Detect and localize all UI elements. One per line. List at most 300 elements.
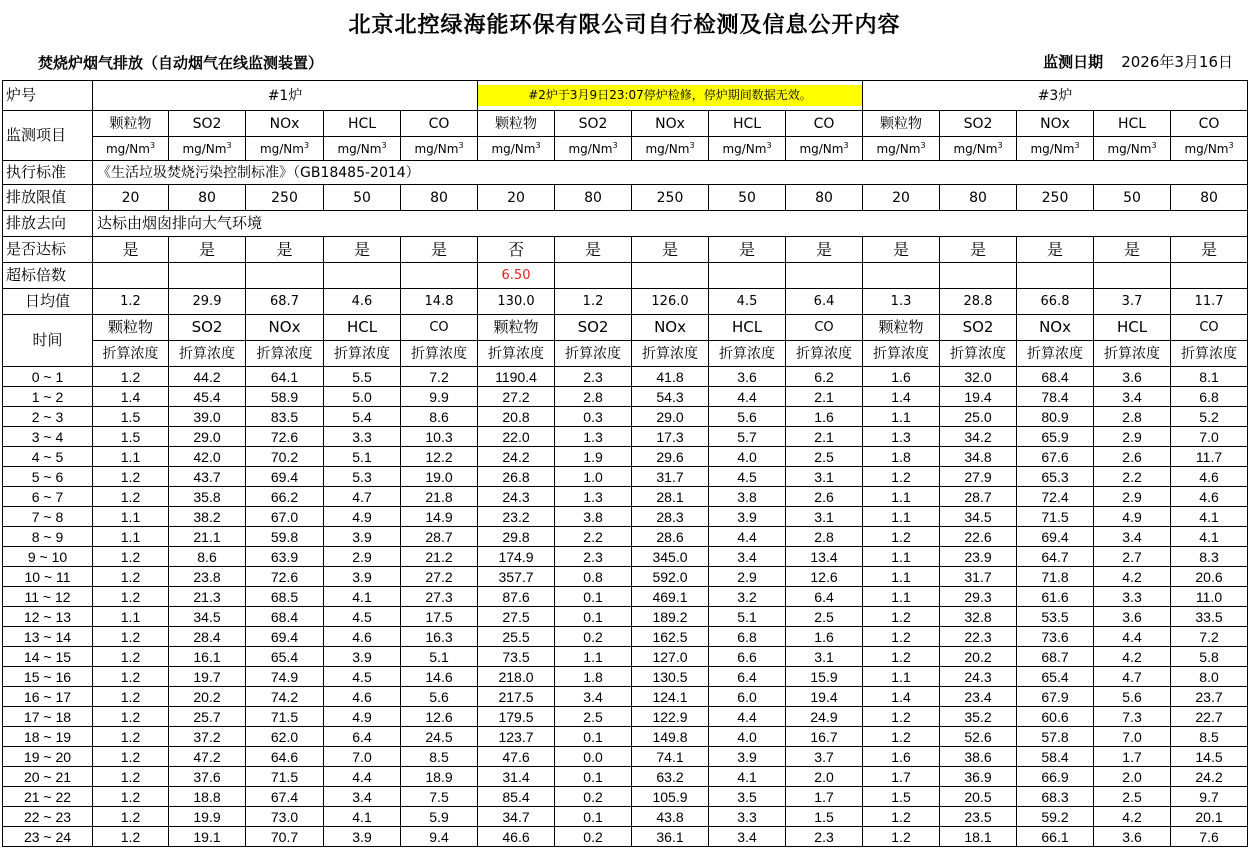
emission-table — [2, 80, 1248, 847]
concentration-value: 16.1 — [169, 647, 246, 667]
concentration-value: 1.1 — [863, 547, 940, 567]
concentration-value: 23.2 — [478, 507, 555, 527]
concentration-value: 73.6 — [1017, 627, 1094, 647]
concentration-value: 4.9 — [324, 707, 401, 727]
concentration-value: 2.3 — [786, 827, 863, 847]
compliance-value: 是 — [786, 237, 863, 263]
concentration-value: 22.7 — [1171, 707, 1248, 727]
concentration-value: 21.3 — [169, 587, 246, 607]
concentration-value: 3.3 — [1094, 587, 1171, 607]
concentration-value: 4.5 — [324, 607, 401, 627]
concentration-value: 1.2 — [863, 727, 940, 747]
compliance-value: 是 — [324, 237, 401, 263]
compliant-label: 是否达标 — [3, 237, 93, 263]
unit-cell — [246, 137, 324, 161]
concentration-value: 14.5 — [1171, 747, 1248, 767]
concentration-value: 72.6 — [246, 427, 324, 447]
concentration-value: 4.4 — [709, 387, 786, 407]
concentration-value: 4.4 — [1094, 627, 1171, 647]
table-row — [3, 367, 1248, 387]
concentration-value: 6.4 — [786, 587, 863, 607]
unit-text: mg/Nm — [568, 142, 613, 156]
concentration-value: 1.2 — [93, 787, 169, 807]
concentration-value: 18.9 — [401, 767, 478, 787]
concentration-value: 2.1 — [786, 427, 863, 447]
limit-value: 50 — [1094, 185, 1171, 211]
concentration-value: 5.8 — [1171, 647, 1248, 667]
unit-text: mg/Nm — [105, 142, 150, 156]
concentration-value: 3.3 — [324, 427, 401, 447]
concentration-value: 8.5 — [401, 747, 478, 767]
concentration-value: 2.3 — [555, 367, 632, 387]
concentration-value: 74.2 — [246, 687, 324, 707]
concentration-value: 27.9 — [940, 467, 1017, 487]
concentration-value: 357.7 — [478, 567, 555, 587]
concentration-value: 4.5 — [709, 467, 786, 487]
compliance-value: 是 — [1094, 237, 1171, 263]
daily-avg-value: 1.3 — [863, 289, 940, 315]
concentration-value: 67.6 — [1017, 447, 1094, 467]
concentration-value: 13.4 — [786, 547, 863, 567]
concentration-value: 37.6 — [169, 767, 246, 787]
concentration-value: 21.8 — [401, 487, 478, 507]
hour-cell: 10 ~ 11 — [3, 567, 93, 587]
concentration-value: 4.2 — [1094, 647, 1171, 667]
concentration-label: 折算浓度 — [401, 341, 478, 367]
exceed-label: 超标倍数 — [3, 263, 93, 289]
unit-cell — [1094, 137, 1171, 161]
concentration-value: 5.1 — [709, 607, 786, 627]
concentration-value: 3.4 — [324, 787, 401, 807]
unit-superscript: 3 — [535, 141, 541, 150]
concentration-value: 80.9 — [1017, 407, 1094, 427]
concentration-value: 5.6 — [401, 687, 478, 707]
daily-avg-value: 1.2 — [93, 289, 169, 315]
unit-superscript: 3 — [843, 141, 849, 150]
concentration-value: 1.2 — [93, 747, 169, 767]
exceed-value — [93, 263, 169, 289]
concentration-value: 27.2 — [478, 387, 555, 407]
table-row — [3, 447, 1248, 467]
concentration-value: 1.2 — [93, 547, 169, 567]
concentration-value: 0.1 — [555, 587, 632, 607]
concentration-value: 149.8 — [632, 727, 709, 747]
concentration-value: 1.1 — [555, 647, 632, 667]
concentration-value: 69.4 — [1017, 527, 1094, 547]
exceed-value — [324, 263, 401, 289]
hour-cell: 9 ~ 10 — [3, 547, 93, 567]
pollutant-header-2: SO2 — [940, 315, 1017, 341]
concentration-value: 0.1 — [555, 727, 632, 747]
concentration-value: 28.4 — [169, 627, 246, 647]
concentration-value: 0.8 — [555, 567, 632, 587]
concentration-value: 34.5 — [169, 607, 246, 627]
concentration-value: 1.6 — [786, 627, 863, 647]
concentration-value: 64.1 — [246, 367, 324, 387]
concentration-value: 43.8 — [632, 807, 709, 827]
unit-superscript: 3 — [458, 141, 464, 150]
concentration-label: 折算浓度 — [246, 341, 324, 367]
concentration-value: 6.6 — [709, 647, 786, 667]
unit-superscript: 3 — [149, 141, 156, 150]
concentration-value: 69.4 — [246, 467, 324, 487]
concentration-value: 23.7 — [1171, 687, 1248, 707]
unit-cell — [478, 137, 555, 161]
pollutant-header-2: CO — [1171, 315, 1248, 341]
hour-cell: 15 ~ 16 — [3, 667, 93, 687]
concentration-value: 1.2 — [93, 467, 169, 487]
concentration-value: 1.3 — [863, 427, 940, 447]
concentration-label: 折算浓度 — [478, 341, 555, 367]
concentration-value: 5.6 — [1094, 687, 1171, 707]
concentration-value: 1.7 — [786, 787, 863, 807]
concentration-value: 4.0 — [709, 447, 786, 467]
concentration-value: 70.2 — [246, 447, 324, 467]
concentration-value: 6.2 — [786, 367, 863, 387]
exceed-value — [401, 263, 478, 289]
daily-avg-value: 14.8 — [401, 289, 478, 315]
hour-cell: 3 ~ 4 — [3, 427, 93, 447]
concentration-value: 71.5 — [246, 767, 324, 787]
limit-value: 250 — [1017, 185, 1094, 211]
concentration-value: 1.2 — [863, 527, 940, 547]
pollutant-header: SO2 — [555, 111, 632, 137]
concentration-value: 5.2 — [1171, 407, 1248, 427]
concentration-value: 68.4 — [246, 607, 324, 627]
concentration-value: 3.9 — [709, 507, 786, 527]
unit-text: mg/Nm — [722, 142, 767, 156]
concentration-value: 1190.4 — [478, 367, 555, 387]
concentration-value: 4.0 — [709, 727, 786, 747]
concentration-value: 5.7 — [709, 427, 786, 447]
concentration-value: 3.9 — [324, 567, 401, 587]
table-row — [3, 587, 1248, 607]
limit-value: 80 — [1171, 185, 1248, 211]
concentration-value: 2.2 — [555, 527, 632, 547]
pollutant-header-2: NOx — [1017, 315, 1094, 341]
concentration-label: 折算浓度 — [709, 341, 786, 367]
concentration-value: 1.2 — [863, 647, 940, 667]
unit-text: mg/Nm — [876, 142, 921, 156]
concentration-value: 24.2 — [1171, 767, 1248, 787]
concentration-label: 折算浓度 — [555, 341, 632, 367]
pollutant-header: NOx — [632, 111, 709, 137]
concentration-value: 1.4 — [93, 387, 169, 407]
concentration-value: 32.8 — [940, 607, 1017, 627]
concentration-value: 5.3 — [324, 467, 401, 487]
concentration-value: 2.9 — [709, 567, 786, 587]
concentration-value: 1.2 — [863, 807, 940, 827]
concentration-value: 68.4 — [1017, 367, 1094, 387]
monitoring-date — [1043, 51, 1233, 72]
hour-cell: 21 ~ 22 — [3, 787, 93, 807]
pollutant-header: CO — [1171, 111, 1248, 137]
concentration-value: 1.1 — [93, 507, 169, 527]
concentration-value: 127.0 — [632, 647, 709, 667]
hour-cell: 17 ~ 18 — [3, 707, 93, 727]
concentration-value: 1.5 — [93, 407, 169, 427]
concentration-value: 65.4 — [1017, 667, 1094, 687]
concentration-value: 24.3 — [940, 667, 1017, 687]
concentration-value: 19.4 — [940, 387, 1017, 407]
concentration-value: 7.2 — [1171, 627, 1248, 647]
unit-text: mg/Nm — [1184, 142, 1229, 156]
pollutant-header-2: CO — [786, 315, 863, 341]
exceed-value — [1094, 263, 1171, 289]
concentration-value: 31.7 — [632, 467, 709, 487]
concentration-label: 折算浓度 — [93, 341, 169, 367]
concentration-value: 58.4 — [1017, 747, 1094, 767]
concentration-value: 20.5 — [940, 787, 1017, 807]
concentration-value: 64.7 — [1017, 547, 1094, 567]
exceed-value — [555, 263, 632, 289]
concentration-value: 12.2 — [401, 447, 478, 467]
concentration-value: 7.5 — [401, 787, 478, 807]
concentration-value: 20.1 — [1171, 807, 1248, 827]
concentration-value: 65.4 — [246, 647, 324, 667]
concentration-value: 60.6 — [1017, 707, 1094, 727]
concentration-value: 1.3 — [555, 427, 632, 447]
concentration-value: 5.1 — [324, 447, 401, 467]
concentration-value: 38.2 — [169, 507, 246, 527]
concentration-label: 折算浓度 — [940, 341, 1017, 367]
table-row — [3, 747, 1248, 767]
concentration-value: 11.7 — [1171, 447, 1248, 467]
pollutant-header-2: SO2 — [555, 315, 632, 341]
unit-text: mg/Nm — [414, 142, 459, 156]
table-row — [3, 507, 1248, 527]
pollutant-header: SO2 — [169, 111, 246, 137]
concentration-value: 8.5 — [1171, 727, 1248, 747]
pollutant-header: HCL — [709, 111, 786, 137]
concentration-value: 2.0 — [1094, 767, 1171, 787]
date-value: 2026年3月16日 — [1121, 53, 1233, 71]
concentration-value: 3.9 — [324, 647, 401, 667]
unit-text: mg/Nm — [182, 142, 227, 156]
concentration-value: 27.3 — [401, 587, 478, 607]
concentration-value: 11.0 — [1171, 587, 1248, 607]
concentration-value: 7.0 — [324, 747, 401, 767]
concentration-value: 27.5 — [478, 607, 555, 627]
concentration-value: 469.1 — [632, 587, 709, 607]
concentration-value: 23.4 — [940, 687, 1017, 707]
limit-value: 80 — [401, 185, 478, 211]
concentration-value: 1.6 — [863, 747, 940, 767]
hour-cell: 13 ~ 14 — [3, 627, 93, 647]
concentration-label: 折算浓度 — [863, 341, 940, 367]
hour-cell: 5 ~ 6 — [3, 467, 93, 487]
concentration-value: 1.2 — [863, 707, 940, 727]
exceed-value — [709, 263, 786, 289]
concentration-value: 23.8 — [169, 567, 246, 587]
concentration-value: 68.3 — [1017, 787, 1094, 807]
unit-superscript: 3 — [1151, 141, 1157, 150]
concentration-value: 47.6 — [478, 747, 555, 767]
unit-text: mg/Nm — [645, 142, 690, 156]
concentration-label: 折算浓度 — [1094, 341, 1171, 367]
unit-cell — [1171, 137, 1248, 161]
concentration-value: 20.2 — [169, 687, 246, 707]
concentration-value: 15.9 — [786, 667, 863, 687]
concentration-value: 67.4 — [246, 787, 324, 807]
pollutant-header: 颗粒物 — [93, 111, 169, 137]
concentration-value: 58.9 — [246, 387, 324, 407]
hour-cell: 6 ~ 7 — [3, 487, 93, 507]
concentration-value: 71.5 — [246, 707, 324, 727]
pollutant-header-2: 颗粒物 — [863, 315, 940, 341]
concentration-value: 35.2 — [940, 707, 1017, 727]
daily-avg-value: 1.2 — [555, 289, 632, 315]
hour-cell: 4 ~ 5 — [3, 447, 93, 467]
limit-value: 20 — [478, 185, 555, 211]
concentration-value: 63.2 — [632, 767, 709, 787]
concentration-value: 34.5 — [940, 507, 1017, 527]
limit-value: 250 — [632, 185, 709, 211]
concentration-value: 5.9 — [401, 807, 478, 827]
concentration-value: 19.1 — [169, 827, 246, 847]
concentration-value: 12.6 — [401, 707, 478, 727]
concentration-value: 2.5 — [786, 607, 863, 627]
unit-cell — [940, 137, 1017, 161]
concentration-value: 3.7 — [786, 747, 863, 767]
concentration-value: 7.6 — [1171, 827, 1248, 847]
concentration-value: 179.5 — [478, 707, 555, 727]
concentration-value: 7.0 — [1094, 727, 1171, 747]
unit-text: mg/Nm — [491, 142, 536, 156]
concentration-value: 4.4 — [324, 767, 401, 787]
concentration-value: 4.9 — [1094, 507, 1171, 527]
unit-cell — [786, 137, 863, 161]
unit-superscript: 3 — [612, 141, 618, 150]
concentration-value: 24.5 — [401, 727, 478, 747]
compliance-value: 是 — [632, 237, 709, 263]
table-row — [3, 427, 1248, 447]
daily-avg-value: 130.0 — [478, 289, 555, 315]
compliance-value: 是 — [555, 237, 632, 263]
pollutant-header: HCL — [1094, 111, 1171, 137]
destination-text: 达标由烟囱排向大气环境 — [93, 211, 1248, 237]
table-row — [3, 487, 1248, 507]
concentration-value: 53.5 — [1017, 607, 1094, 627]
concentration-value: 3.4 — [1094, 527, 1171, 547]
daily-avg-value: 6.4 — [786, 289, 863, 315]
concentration-value: 4.1 — [1171, 507, 1248, 527]
concentration-value: 8.6 — [401, 407, 478, 427]
concentration-value: 0.2 — [555, 827, 632, 847]
daily-avg-value: 29.9 — [169, 289, 246, 315]
concentration-value: 25.7 — [169, 707, 246, 727]
concentration-value: 3.4 — [709, 827, 786, 847]
concentration-value: 18.1 — [940, 827, 1017, 847]
concentration-value: 2.9 — [1094, 427, 1171, 447]
concentration-value: 1.2 — [863, 827, 940, 847]
hour-cell: 1 ~ 2 — [3, 387, 93, 407]
concentration-value: 2.7 — [1094, 547, 1171, 567]
unit-text: mg/Nm — [259, 142, 304, 156]
concentration-label: 折算浓度 — [324, 341, 401, 367]
concentration-value: 43.7 — [169, 467, 246, 487]
concentration-value: 28.6 — [632, 527, 709, 547]
table-row — [3, 767, 1248, 787]
concentration-value: 2.8 — [555, 387, 632, 407]
concentration-value: 1.5 — [786, 807, 863, 827]
hour-cell: 7 ~ 8 — [3, 507, 93, 527]
concentration-label: 折算浓度 — [169, 341, 246, 367]
exceed-value — [632, 263, 709, 289]
compliance-value: 是 — [246, 237, 324, 263]
concentration-value: 35.8 — [169, 487, 246, 507]
concentration-value: 8.6 — [169, 547, 246, 567]
concentration-value: 1.7 — [1094, 747, 1171, 767]
concentration-value: 29.0 — [169, 427, 246, 447]
unit-text: mg/Nm — [1030, 142, 1075, 156]
concentration-value: 3.1 — [786, 507, 863, 527]
daily-avg-value: 66.8 — [1017, 289, 1094, 315]
concentration-value: 4.7 — [1094, 667, 1171, 687]
concentration-value: 1.2 — [863, 467, 940, 487]
table-row — [3, 527, 1248, 547]
exceed-value — [1171, 263, 1248, 289]
concentration-value: 19.7 — [169, 667, 246, 687]
concentration-value: 0.3 — [555, 407, 632, 427]
concentration-value: 0.0 — [555, 747, 632, 767]
concentration-value: 19.9 — [169, 807, 246, 827]
concentration-value: 1.2 — [93, 827, 169, 847]
concentration-value: 1.2 — [93, 707, 169, 727]
standard-text: 《生活垃圾焚烧污染控制标准》（GB18485-2014） — [93, 161, 1248, 185]
concentration-value: 2.8 — [1094, 407, 1171, 427]
concentration-value: 3.5 — [709, 787, 786, 807]
table-row — [3, 407, 1248, 427]
daily-avg-value: 68.7 — [246, 289, 324, 315]
item-label: 监测项目 — [3, 111, 93, 161]
concentration-value: 23.5 — [940, 807, 1017, 827]
concentration-value: 26.8 — [478, 467, 555, 487]
concentration-value: 2.1 — [786, 387, 863, 407]
concentration-value: 23.9 — [940, 547, 1017, 567]
pollutant-header-2: HCL — [709, 315, 786, 341]
pollutant-header: 颗粒物 — [478, 111, 555, 137]
daily-avg-value: 11.7 — [1171, 289, 1248, 315]
concentration-value: 71.8 — [1017, 567, 1094, 587]
concentration-value: 16.3 — [401, 627, 478, 647]
compliance-value: 是 — [863, 237, 940, 263]
concentration-value: 1.2 — [93, 487, 169, 507]
hour-cell: 22 ~ 23 — [3, 807, 93, 827]
concentration-value: 46.6 — [478, 827, 555, 847]
concentration-value: 21.2 — [401, 547, 478, 567]
compliance-value: 是 — [401, 237, 478, 263]
concentration-value: 4.1 — [324, 807, 401, 827]
concentration-value: 31.7 — [940, 567, 1017, 587]
concentration-value: 17.5 — [401, 607, 478, 627]
limit-value: 80 — [555, 185, 632, 211]
concentration-value: 9.4 — [401, 827, 478, 847]
unit-superscript: 3 — [303, 141, 310, 150]
unit-superscript: 3 — [766, 141, 772, 150]
concentration-value: 4.1 — [324, 587, 401, 607]
concentration-value: 2.5 — [555, 707, 632, 727]
limit-value: 20 — [93, 185, 169, 211]
unit-cell — [555, 137, 632, 161]
unit-cell — [401, 137, 478, 161]
compliance-value: 是 — [940, 237, 1017, 263]
concentration-value: 3.8 — [709, 487, 786, 507]
concentration-value: 0.1 — [555, 807, 632, 827]
compliance-value: 是 — [709, 237, 786, 263]
concentration-value: 1.1 — [93, 527, 169, 547]
concentration-value: 62.0 — [246, 727, 324, 747]
